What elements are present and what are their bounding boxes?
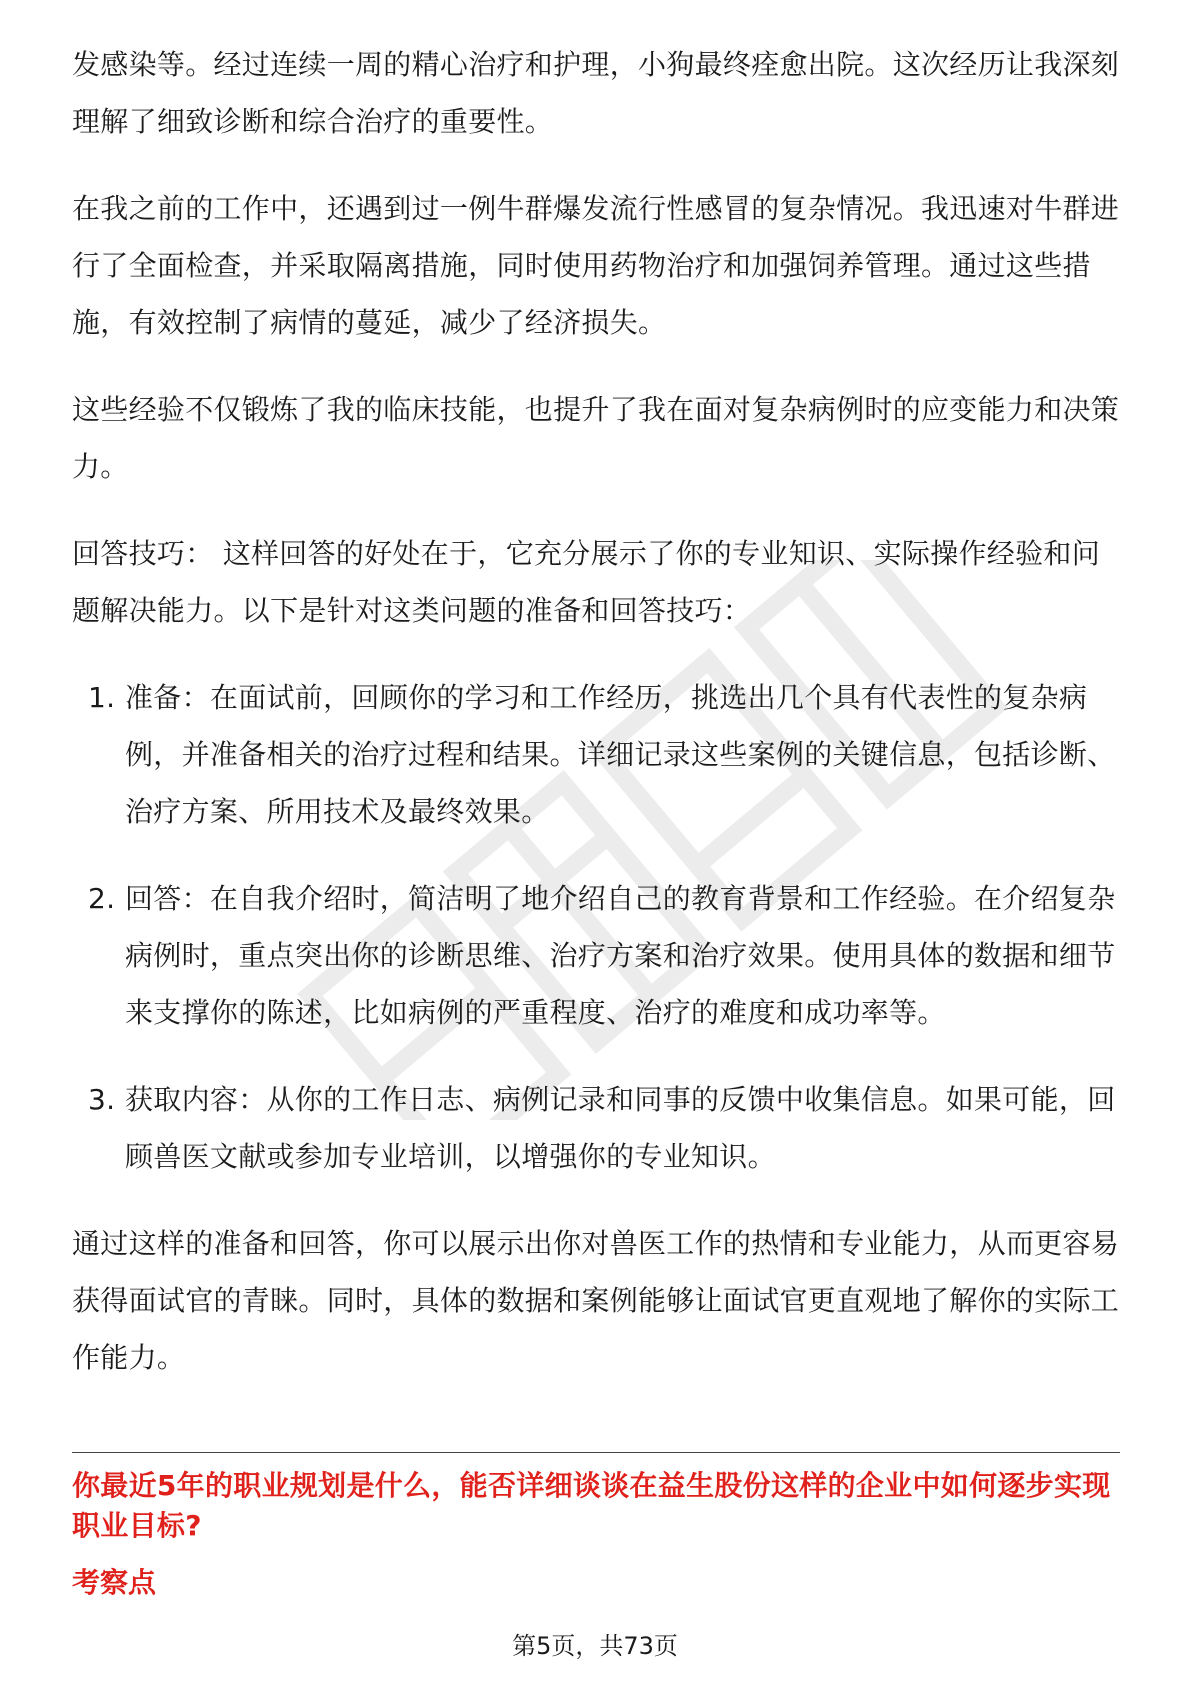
list-number: 3. [88, 1083, 116, 1116]
list-number: 1. [88, 681, 116, 714]
paragraph-answer-tips: 回答技巧： 这样回答的好处在于，它充分展示了你的专业知识、实际操作经验和问题解决能力。以下是针对这类问题的准备和回答技巧： [72, 537, 1101, 627]
list-item-text: 准备：在面试前，回顾你的学习和工作经历，挑选出几个具有代表性的复杂病例，并准备相关的治疗过程和结果。详细记录这些案例的关键信息，包括诊断、治疗方案、所用技术及最终效果。 [125, 681, 1116, 828]
section-label-focus: 考察点 [72, 1566, 157, 1599]
list-item-text: 获取内容：从你的工作日志、病例记录和同事的反馈中收集信息。如果可能，回顾兽医文献或参加专业培训，以增强你的专业知识。 [125, 1083, 1116, 1173]
paragraph-closing: 通过这样的准备和回答，你可以展示出你对兽医工作的热情和专业能力，从而更容易获得面试官的青睐。同时，具体的数据和案例能够让面试官更直观地了解你的实际工作能力。 [72, 1227, 1120, 1374]
paragraph-experience: 这些经验不仅锻炼了我的临床技能，也提升了我在面对复杂病例时的应变能力和决策力。 [72, 393, 1120, 483]
paragraph-case-cattle: 在我之前的工作中，还遇到过一例牛群爆发流行性感冒的复杂情况。我迅速对牛群进行了全面检查，并采取隔离措施，同时使用药物治疗和加强饲养管理。通过这些措施，有效控制了病情的蔓延，减少了经济损失。 [72, 192, 1120, 339]
page-footer: 第5页，共73页 [512, 1632, 678, 1660]
list-item [72, 1071, 1120, 1185]
list-number: 2. [88, 882, 116, 915]
list-item [72, 669, 1120, 840]
document-body [72, 36, 1120, 1416]
section-divider [72, 1452, 1120, 1453]
paragraph-case-dog: 发感染等。经过连续一周的精心治疗和护理，小狗最终痊愈出院。这次经历让我深刻理解了细致诊断和综合治疗的重要性。 [72, 48, 1120, 138]
tips-list [72, 669, 1120, 1185]
next-question-heading: 你最近5年的职业规划是什么，能否详细谈谈在益生股份这样的企业中如何逐步实现职业目标? [72, 1469, 1111, 1542]
list-item [72, 870, 1120, 1041]
list-item-text: 回答：在自我介绍时，简洁明了地介绍自己的教育背景和工作经验。在介绍复杂病例时，重点突出你的诊断思维、治疗方案和治疗效果。使用具体的数据和细节来支撑你的陈述，比如病例的严重程度、治疗的难度和成功率等。 [125, 882, 1116, 1029]
